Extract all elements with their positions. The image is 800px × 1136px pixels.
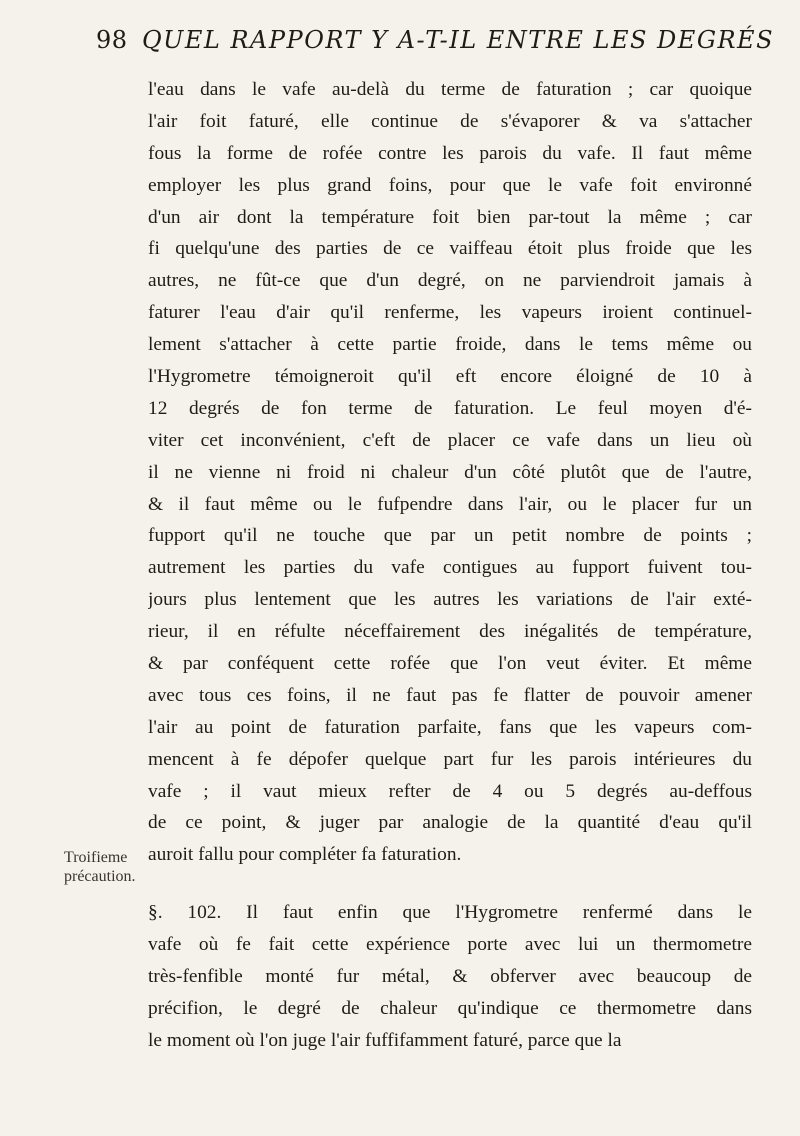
text-line: autres, ne fût-ce que d'un degré, on ne parviendroit jamais à [148, 270, 752, 292]
text-line: jours plus lentement que les autres les variations de l'air exté- [148, 589, 752, 611]
text-line: faturer l'eau d'air qu'il renferme, les vapeurs iroient continuel- [148, 302, 752, 324]
text-line: §. 102. Il faut enfin que l'Hygrometre renfermé dans le [148, 902, 752, 924]
margin-note [64, 848, 146, 886]
text-line: l'air au point de faturation parfaite, fans que les vapeurs com- [148, 716, 752, 738]
text-line: il ne vienne ni froid ni chaleur d'un côté plutôt que de l'autre, [148, 461, 752, 483]
body-text [148, 74, 752, 1057]
text-line: & il faut même ou le fufpendre dans l'air, ou le placer fur un [148, 493, 752, 515]
paragraph-2 [148, 897, 752, 1056]
text-line: vafe où fe fait cette expérience porte avec lui un thermometre [148, 934, 752, 956]
text-line: & par conféquent cette rofée que l'on veut éviter. Et même [148, 653, 752, 675]
paragraph-gap [148, 871, 752, 897]
text-line: fupport qu'il ne touche que par un petit nombre de points ; [148, 525, 752, 547]
text-line: de ce point, & juger par analogie de la quantité d'eau qu'il [148, 812, 752, 834]
text-line: fous la forme de rofée contre les parois du vafe. Il faut même [148, 142, 752, 164]
text-line: précifion, le degré de chaleur qu'indique ce thermometre dans [148, 997, 752, 1019]
paragraph-1 [148, 74, 752, 871]
text-line: vafe ; il vaut mieux refter de 4 ou 5 degrés au-deffous [148, 780, 752, 802]
text-line: employer les plus grand foins, pour que le vafe foit environné [148, 174, 752, 196]
text-line: 12 degrés de fon terme de faturation. Le feul moyen d'é- [148, 397, 752, 419]
text-line: auroit fallu pour compléter fa faturation. [148, 844, 462, 866]
margin-note-line: Troifieme [64, 849, 128, 866]
text-line: viter cet inconvénient, c'eft de placer ce vafe dans un lieu où [148, 429, 752, 451]
text-line: rieur, il en réfulte néceffairement des inégalités de température, [148, 621, 752, 643]
text-line: l'Hygrometre témoigneroit qu'il eft encore éloigné de 10 à [148, 366, 752, 388]
text-line: lement s'attacher à cette partie froide, dans le tems même ou [148, 334, 752, 356]
page-header [96, 22, 775, 62]
text-line: le moment où l'on juge l'air fuffifamment faturé, parce que la [148, 1029, 622, 1051]
text-line: très-fenfible monté fur métal, & obferver avec beaucoup de [148, 966, 752, 988]
margin-note-line: précaution. [64, 868, 136, 885]
text-line: avec tous ces foins, il ne faut pas fe flatter de pouvoir amener [148, 684, 752, 706]
text-line: l'air foit faturé, elle continue de s'évaporer & va s'attacher [148, 110, 752, 132]
text-line: autrement les parties du vafe contigues au fupport fuivent tou- [148, 557, 752, 579]
text-line: mencent à fe dépofer quelque part fur les parois intérieures du [148, 748, 752, 770]
text-line: l'eau dans le vafe au-delà du terme de faturation ; car quoique [148, 79, 752, 100]
running-title: QUEL RAPPORT Y A-T-IL ENTRE LES DEGRÉS [142, 26, 775, 54]
text-line: fi quelqu'une des parties de ce vaiffeau étoit plus froide que les [148, 238, 752, 260]
text-line: d'un air dont la température foit bien par-tout la même ; car [148, 206, 752, 228]
page-number: 98 [96, 26, 128, 54]
